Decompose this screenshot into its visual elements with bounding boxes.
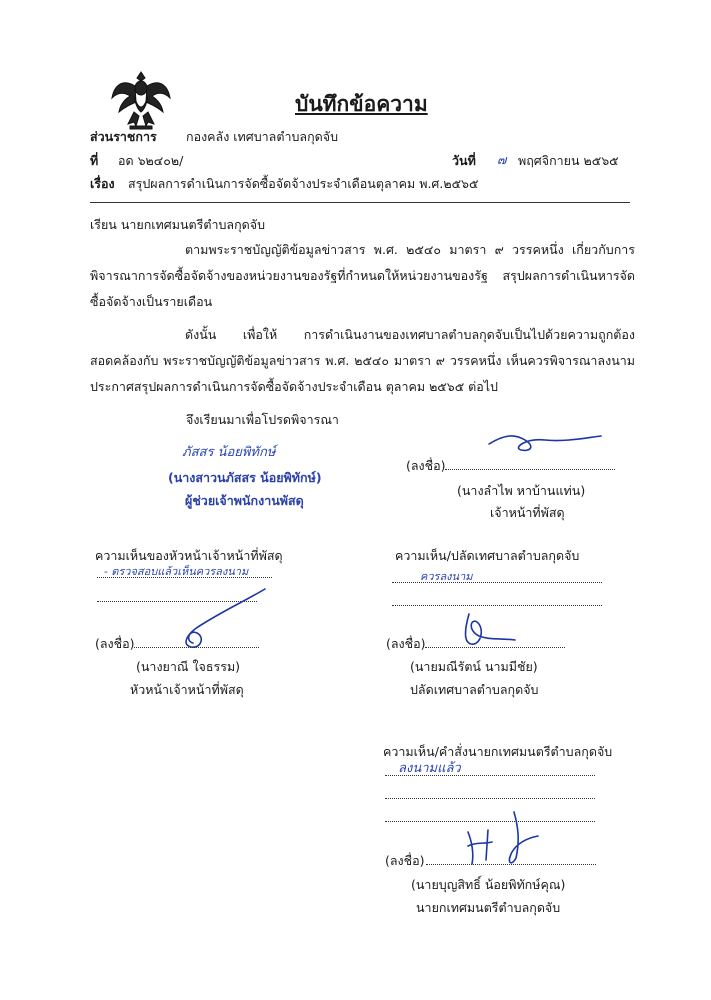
head-opinion-line-1 xyxy=(97,577,272,578)
head-position: หัวหน้าเจ้าหน้าที่พัสดุ xyxy=(130,682,244,697)
date-rest: พฤศจิกายน ๒๕๖๕ xyxy=(518,153,619,168)
salutation: เรียน นายกเทศมนตรีตำบลกุดจับ xyxy=(90,217,266,232)
garuda-emblem-icon xyxy=(110,68,172,130)
officer-sign-label: (ลงชื่อ) xyxy=(406,458,446,473)
agency-value: กองคลัง เทศบาลตำบลกุดจับ xyxy=(186,129,339,144)
deputy-position: ปลัดเทศบาลตำบลกุดจับ xyxy=(410,682,539,697)
mayor-sign-label: (ลงชื่อ) xyxy=(385,853,425,868)
deputy-opinion-handwritten: ควรลงนาม xyxy=(420,570,473,583)
deputy-opinion-line-2 xyxy=(392,605,602,606)
page-title: บันทึกข้อความ xyxy=(295,92,428,116)
mayor-opinion-line-2 xyxy=(385,798,595,799)
officer-signature-mark xyxy=(485,428,605,458)
deputy-opinion-line-1 xyxy=(392,582,602,583)
subject-label: เรื่อง xyxy=(90,176,115,191)
date-label: วันที่ xyxy=(452,153,476,168)
header-divider xyxy=(90,202,630,203)
deputy-sign-line xyxy=(425,647,565,648)
mayor-sign-line xyxy=(426,864,596,865)
deputy-sign-label: (ลงชื่อ) xyxy=(386,636,426,651)
mayor-position: นายกเทศมนตรีตำบลกุดจับ xyxy=(416,900,561,915)
subject-value: สรุปผลการดำเนินการจัดซื้อจัดจ้างประจำเดือนตุลาคม พ.ศ.๒๕๖๕ xyxy=(128,176,479,191)
mayor-opinion-handwritten: ลงนามแล้ว xyxy=(398,761,461,776)
head-name: (นางยาณี ใจธรรม) xyxy=(136,659,241,674)
agency-label: ส่วนราชการ xyxy=(90,129,157,144)
head-signature-mark xyxy=(165,585,275,655)
body-paragraph-1 xyxy=(90,237,635,315)
head-sign-line xyxy=(134,647,259,648)
head-opinion-handwritten: - ตรวจสอบแล้วเห็นควรลงนาม xyxy=(104,565,249,578)
body-paragraph-2 xyxy=(90,322,635,400)
mayor-opinion-line-1 xyxy=(385,775,595,776)
mayor-name: (นายบุญสิทธิ์ น้อยพิทักษ์คุณ) xyxy=(411,877,566,892)
officer-sign-line xyxy=(445,469,615,470)
officer-name: (นางลำไพ หาบ้านแท่น) xyxy=(457,483,586,498)
date-day: ๗ xyxy=(497,152,507,167)
mayor-signature-mark xyxy=(462,808,542,870)
assistant-position: ผู้ช่วยเจ้าพนักงานพัสดุ xyxy=(185,493,304,508)
closing-line: จึงเรียนมาเพื่อโปรดพิจารณา xyxy=(186,412,339,427)
paragraph-1-text: ตามพระราชบัญญัติข้อมูลข่าวสาร พ.ศ. ๒๕๔๐ มาตรา ๙ วรรคหนึ่ง เกี่ยวกับการพิจารณาการจัดซื้อจัดจ้างของหน่วยงานของรัฐที่กำหนดให้หน่วยงานของรัฐ สรุปผลการดำเนินหารจัดซื้อจัดจ้างเป็นรายเดือน xyxy=(90,242,635,309)
officer-position: เจ้าหน้าที่พัสดุ xyxy=(490,505,565,520)
deputy-opinion-label: ความเห็น/ปลัดเทศบาลตำบลกุดจับ xyxy=(395,548,580,563)
paragraph-2-text: ดังนั้น เพื่อให้ การดำเนินงานของเทศบาลตำบลกุดจับเป็นไปด้วยความถูกต้อง สอดคล้องกับ พระราชบัญญัติข้อมูลข่าวสาร พ.ศ. ๒๕๔๐ มาตรา ๙ วรรคหนึ่ง เห็นควรพิจารณาลงนาม ประกาศสรุปผลการดำเนินการจัดซื้อจัดจ้างประจำเดือน ตุลาคม ๒๕๖๕ ต่อไป xyxy=(90,327,635,394)
deputy-signature-mark xyxy=(455,608,525,652)
assistant-name: (นางสาวนภัสสร น้อยพิทักษ์) xyxy=(168,470,322,485)
mayor-opinion-label: ความเห็น/คำสั่งนายกเทศมนตรีตำบลกุดจับ xyxy=(383,744,613,759)
head-sign-label: (ลงชื่อ) xyxy=(95,636,135,651)
head-opinion-label: ความเห็นของหัวหน้าเจ้าหน้าที่พัสดุ xyxy=(95,548,283,563)
assistant-handwritten-signature: ภัสสร น้อยพิทักษ์ xyxy=(182,445,276,460)
ref-label: ที่ xyxy=(90,153,99,168)
deputy-name: (นายมณีรัตน์ นามมีชัย) xyxy=(410,659,538,674)
ref-value: อด ๖๒๔๐๒/ xyxy=(118,153,184,168)
